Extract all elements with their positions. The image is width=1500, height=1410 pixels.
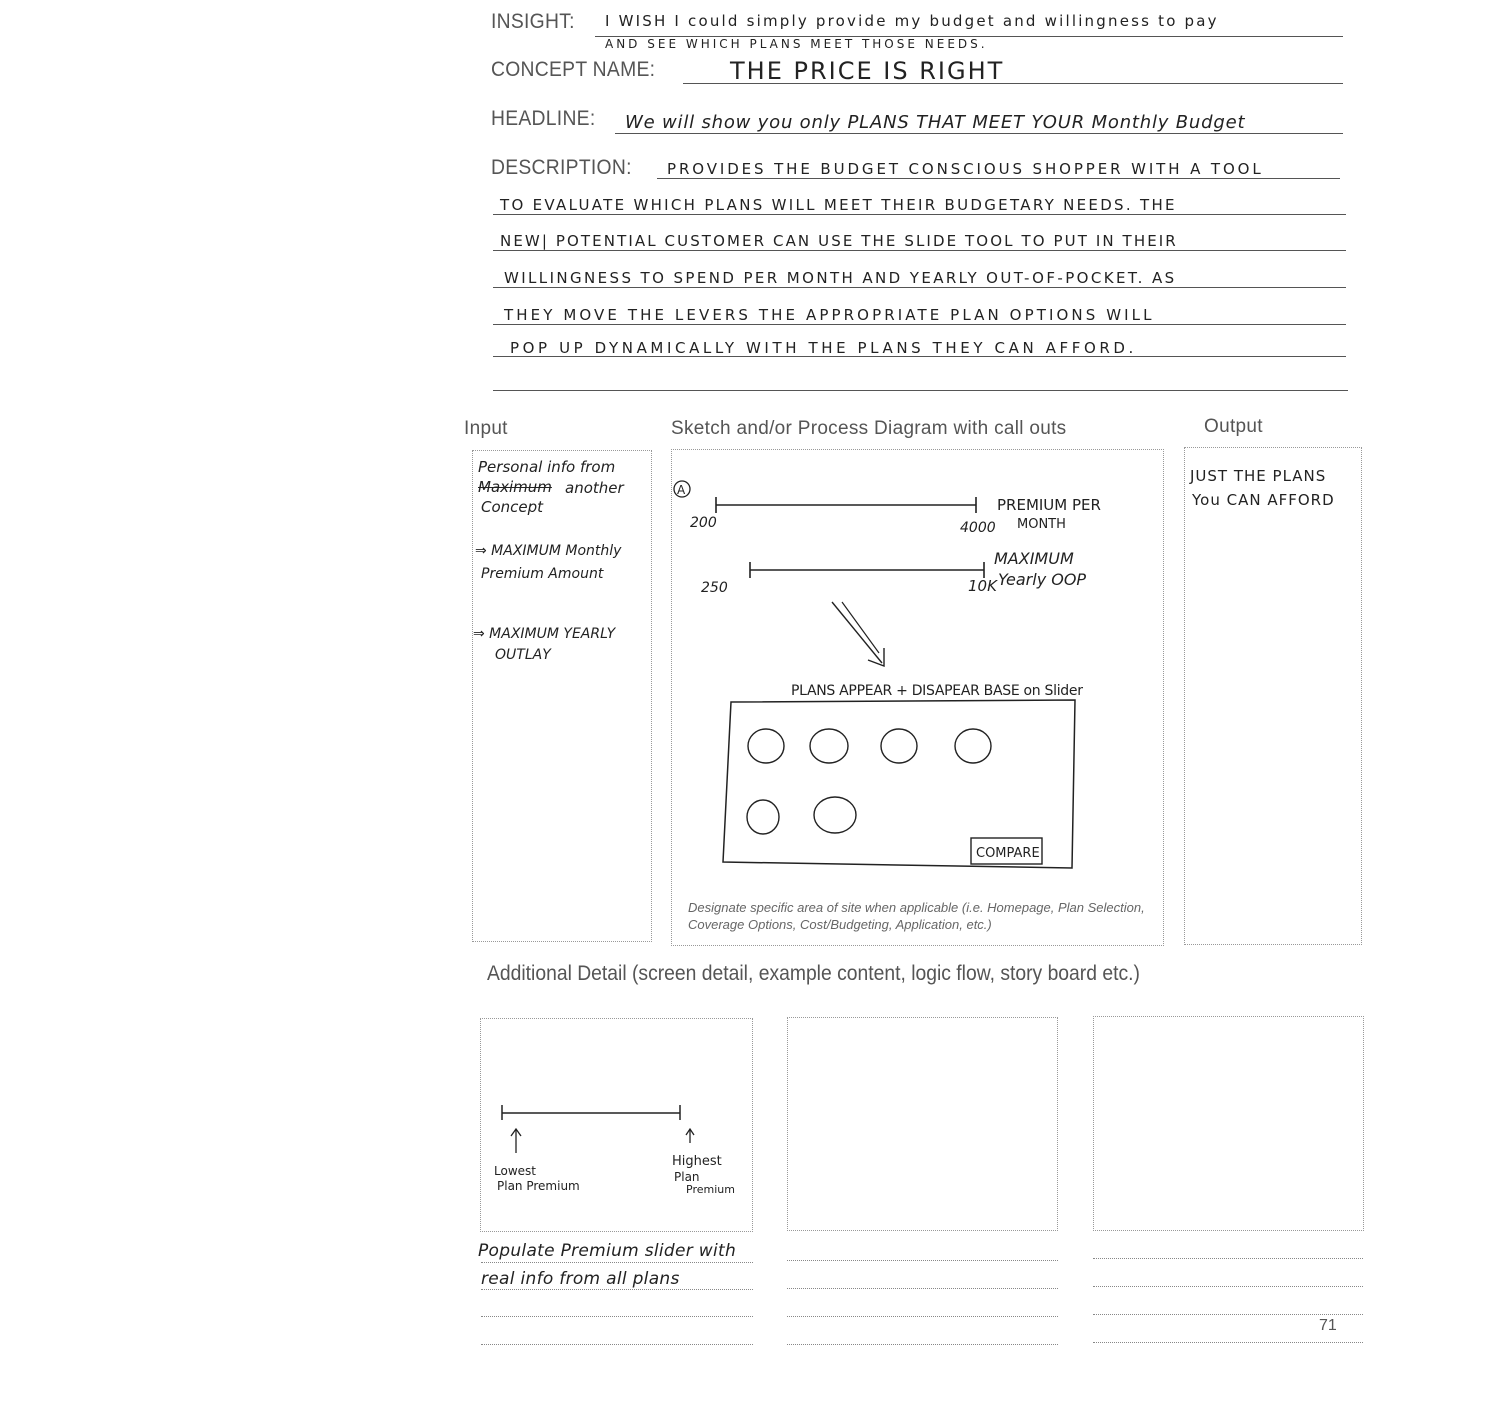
highest-label-line3: Premium <box>686 1183 735 1196</box>
input-bullet2-line1: ⇒ MAXIMUM YEARLY <box>473 626 616 642</box>
description-rule-2 <box>493 214 1346 215</box>
plan-bubble-4 <box>955 729 991 763</box>
plans-screen-frame <box>723 700 1075 868</box>
concept-name-value: THE PRICE IS RIGHT <box>730 57 1005 85</box>
note-rule <box>481 1316 753 1317</box>
note-rule <box>1093 1286 1363 1287</box>
input-bullet1-line1: ⇒ MAXIMUM Monthly <box>475 543 622 559</box>
insight-label: INSIGHT: <box>491 10 575 33</box>
oop-slider-label-line2: Yearly OOP <box>998 570 1087 589</box>
note-rule <box>787 1288 1058 1289</box>
page-number: 71 <box>1319 1317 1337 1334</box>
note-rule <box>481 1289 753 1290</box>
description-rule-1 <box>657 178 1340 179</box>
compare-button-label: COMPARE <box>976 846 1040 861</box>
highest-label-line2: Plan <box>674 1170 700 1184</box>
sketch-box <box>671 449 1164 946</box>
premium-slider[interactable] <box>716 497 976 513</box>
detail-sketch <box>481 1019 754 1233</box>
input-box <box>472 450 652 942</box>
plans-caption: PLANS APPEAR + DISAPEAR BASE on Slider <box>791 683 1083 699</box>
output-box <box>1184 447 1362 945</box>
sketch-footnote: Designate specific area of site when applicable (i.e. Homepage, Plan Selection, Coverage Options, Cost/Budgeting, Application, etc.) <box>688 900 1145 932</box>
detail-box-3 <box>1093 1016 1364 1231</box>
lowest-label-line1: Lowest <box>494 1164 536 1178</box>
sketch-section-title: Sketch and/or Process Diagram with call outs <box>671 418 1067 439</box>
plan-bubble-3 <box>881 729 917 763</box>
description-line-1: PROVIDES THE BUDGET CONSCIOUS SHOPPER WITH A TOOL <box>667 160 1264 178</box>
note-rule <box>787 1260 1058 1261</box>
up-arrow-icon <box>511 1129 521 1153</box>
input-note-line1: Personal info from <box>478 458 616 476</box>
plan-bubble-1 <box>748 729 784 763</box>
concept-rule <box>683 83 1343 84</box>
input-bullet1-line2: Premium Amount <box>481 566 604 582</box>
headline-value: We will show you only PLANS THAT MEET YOUR Monthly Budget <box>625 112 1246 133</box>
description-line-4: WILLINGNESS TO SPEND PER MONTH AND YEARLY OUT-OF-POCKET. AS <box>504 269 1177 287</box>
description-rule-5 <box>493 324 1346 325</box>
premium-slider-max-label: 4000 <box>960 520 996 536</box>
input-bullet2-line2: OUTLAY <box>495 647 551 663</box>
detail-note-line2: real info from all plans <box>481 1269 680 1289</box>
input-note-line3: Concept <box>481 498 544 516</box>
premium-slider-label-line1: PREMIUM PER <box>997 496 1101 514</box>
input-section-title: Input <box>464 418 508 439</box>
note-rule <box>481 1344 753 1345</box>
highest-label-line1: Highest <box>672 1154 722 1169</box>
compare-button[interactable] <box>971 838 1042 864</box>
premium-range-slider[interactable] <box>502 1105 680 1120</box>
sketch-drawing <box>672 450 1165 947</box>
description-line-6: POP UP DYNAMICALLY WITH THE PLANS THEY CAN AFFORD. <box>510 339 1137 357</box>
plan-bubble-5 <box>747 800 779 834</box>
note-rule <box>787 1344 1058 1345</box>
additional-detail-title: Additional Detail (screen detail, example content, logic flow, story board etc.) <box>487 962 1140 985</box>
output-note-line2: You CAN AFFORD <box>1192 491 1335 509</box>
up-arrow-icon <box>686 1129 694 1143</box>
concept-name-label: CONCEPT NAME: <box>491 58 656 81</box>
description-rule-7 <box>493 390 1348 391</box>
oop-slider-min-label: 250 <box>701 580 728 596</box>
oop-slider-max-label: 10K <box>968 577 997 595</box>
note-rule <box>1093 1314 1363 1315</box>
premium-slider-min-label: 200 <box>690 515 717 531</box>
oop-slider-label-line1: MAXIMUM <box>994 549 1074 568</box>
description-line-5: THEY MOVE THE LEVERS THE APPROPRIATE PLAN OPTIONS WILL <box>504 306 1155 324</box>
oop-slider[interactable] <box>750 562 984 578</box>
input-note-line2: another <box>565 479 624 497</box>
lowest-label-line2: Plan Premium <box>497 1179 580 1193</box>
plan-bubble-6 <box>814 797 856 833</box>
plan-bubble-2 <box>810 729 848 763</box>
note-rule <box>787 1316 1058 1317</box>
detail-note-line1: Populate Premium slider with <box>478 1241 737 1261</box>
premium-slider-label-line2: MONTH <box>1017 517 1066 532</box>
note-rule <box>1093 1258 1363 1259</box>
output-note-line1: JUST THE PLANS <box>1190 467 1327 485</box>
description-rule-4 <box>493 287 1346 288</box>
headline-label: HEADLINE: <box>491 107 596 130</box>
description-line-3: NEW| POTENTIAL CUSTOMER CAN USE THE SLIDE TOOL TO PUT IN THEIR <box>500 232 1178 250</box>
detail-box-1 <box>480 1018 753 1232</box>
output-section-title: Output <box>1204 416 1263 437</box>
description-line-2: TO EVALUATE WHICH PLANS WILL MEET THEIR BUDGETARY NEEDS. THE <box>500 196 1177 214</box>
description-label: DESCRIPTION: <box>491 156 632 179</box>
input-note-struck: Maximum <box>478 478 552 496</box>
detail-box-2 <box>787 1017 1058 1231</box>
description-rule-3 <box>493 250 1346 251</box>
note-rule <box>1093 1342 1363 1343</box>
insight-text-line2: AND SEE WHICH PLANS MEET THOSE NEEDS. <box>605 37 988 51</box>
description-rule-6 <box>493 356 1346 357</box>
insight-text-line1: I WISH I could simply provide my budget and willingness to pay <box>605 12 1219 30</box>
note-rule <box>481 1262 753 1263</box>
down-arrow-icon <box>832 602 884 666</box>
headline-rule <box>615 133 1343 134</box>
marker-label: A <box>677 483 686 497</box>
